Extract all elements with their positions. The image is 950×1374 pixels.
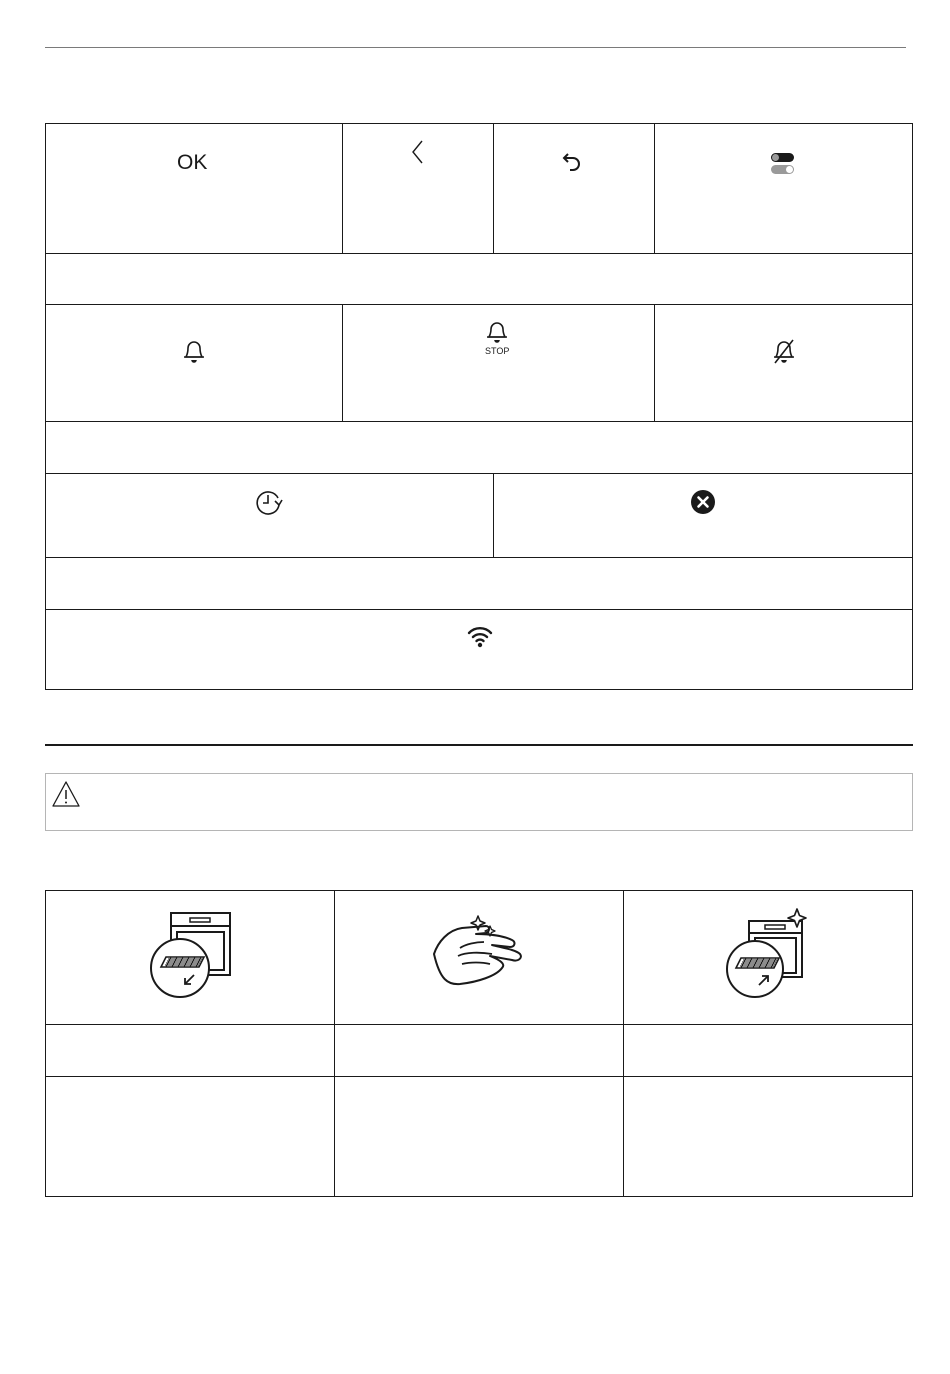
stop-label: STOP [485,346,510,356]
toggle-switch-icon [769,151,797,177]
ok-text-icon: OK [177,151,208,174]
oven-insert-rack-sparkle-icon [724,907,814,1001]
row-divider [46,473,912,474]
row-divider [46,421,912,422]
section-rule [45,744,913,746]
symbols-table [45,123,913,690]
warning-triangle-icon [51,780,81,808]
col-divider [342,124,343,253]
col-divider [493,124,494,253]
wifi-icon [466,624,494,650]
bell-icon [181,336,207,366]
bell-stop-icon [482,319,512,359]
row-divider [46,609,912,610]
chevron-left-icon [409,139,425,165]
cancel-x-icon [690,489,716,515]
bell-off-icon [771,336,797,366]
undo-arrow-icon [558,150,584,176]
row-divider [46,1024,912,1025]
top-rule [45,47,906,48]
col-divider [342,304,343,421]
row-divider [46,1076,912,1077]
warning-box [45,773,913,831]
clock-delay-icon [254,488,284,518]
col-divider [493,473,494,557]
row-divider [46,253,912,254]
hand-wipe-sparkle-icon [430,912,525,992]
col-divider [623,891,624,1196]
col-divider [654,304,655,421]
oven-remove-rack-icon [146,909,236,1001]
col-divider [334,891,335,1196]
row-divider [46,304,912,305]
row-divider [46,557,912,558]
col-divider [654,124,655,253]
